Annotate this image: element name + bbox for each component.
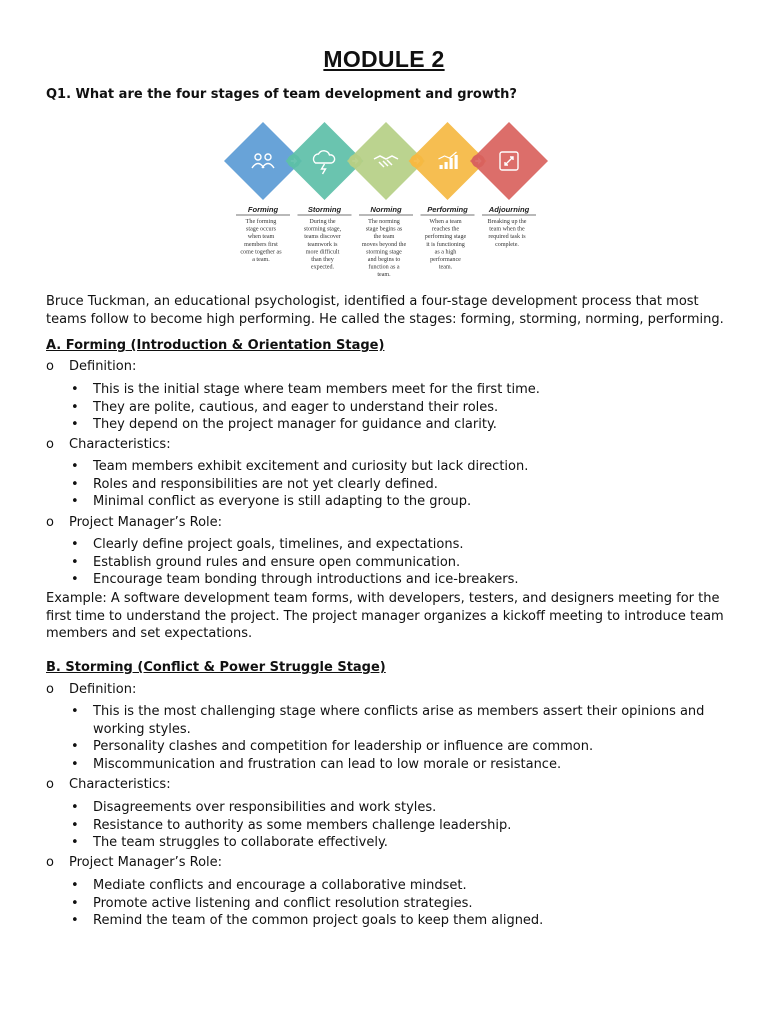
section-b-heading: B. Storming (Conflict & Power Struggle Stage)	[46, 660, 386, 675]
stage-description-line: required task is	[488, 234, 526, 241]
outline-marker: o	[46, 515, 54, 530]
stage-description-line: when team	[247, 234, 275, 241]
outline-marker: o	[46, 855, 54, 870]
list-item: • Resistance to authority as some members challenge leadership.	[71, 817, 512, 833]
outline-marker: o	[46, 777, 54, 792]
stage-description-line: come together as	[240, 249, 282, 256]
stage-description-line: The norming	[368, 219, 400, 225]
page-title: MODULE 2	[323, 46, 445, 72]
question-heading: Q1. What are the four stages of team development and growth?	[46, 87, 517, 102]
team-stages-figure	[222, 112, 552, 280]
stage-description-line: function as a	[368, 264, 400, 271]
section-a-pm-role-list	[69, 536, 709, 589]
stage-description-line: a team.	[252, 257, 270, 263]
intro-paragraph: Bruce Tuckman, an educational psychologist, identified a four-stage development process that most teams follow to become high performing. He called the stages: forming, storming, norming, performing.	[46, 294, 724, 327]
stage-description-line: teams discover	[304, 234, 341, 241]
section-b-definition-list	[69, 703, 709, 773]
list-item: • They depend on the project manager for guidance and clarity.	[71, 417, 497, 433]
stage-description-line: performing stage	[424, 234, 467, 241]
stage-description-line: the team	[373, 234, 395, 241]
list-item: • Disagreements over responsibilities and work styles.	[71, 800, 437, 815]
section-a-example: Example: A software development team forms, with developers, testers, and designers meeting for the first time to understand the project. The project manager organizes a kickoff meeting to introduce team members and set expectations.	[46, 591, 724, 641]
list-item: • Miscommunication and frustration can lead to low morale or resistance.	[71, 756, 562, 772]
stage-description-line: reaches the	[431, 226, 460, 233]
list-item: • Establish ground rules and ensure open communication.	[71, 554, 461, 570]
section-b-characteristics-label: o Characteristics:	[46, 777, 171, 792]
section-a-definition-label: o Definition:	[46, 359, 137, 374]
section-a-definition-list	[69, 381, 709, 434]
stage-name-performing: Performing	[427, 205, 468, 214]
list-item: • The team struggles to collaborate effectively.	[71, 835, 388, 851]
list-item: • Promote active listening and conflict resolution strategies.	[71, 895, 473, 911]
stage-description-line: storming stage	[366, 249, 402, 256]
list-item: • Minimal conflict as everyone is still adapting to the group.	[71, 494, 472, 510]
list-item: • This is the most challenging stage where conflicts arise as members assert their opinions and working styles.	[71, 704, 705, 737]
list-item: • Remind the team of the common project goals to keep them aligned.	[71, 913, 544, 929]
stage-name-storming: Storming	[307, 205, 342, 214]
stage-description-line: team.	[438, 264, 453, 271]
list-item: • Team members exhibit excitement and curiosity but lack direction.	[71, 459, 529, 474]
list-item: • Encourage team bonding through introductions and ice-breakers.	[71, 572, 519, 588]
list-item: • Clearly define project goals, timelines, and expectations.	[71, 537, 464, 552]
section-b-pm-role-list	[69, 877, 709, 930]
stage-description-line: teamwork is	[307, 241, 338, 248]
list-item: • This is the initial stage where team members meet for the first time.	[71, 382, 540, 397]
section-b-pm-role-label: o Project Manager’s Role:	[46, 855, 223, 870]
stage-description-line: team.	[377, 272, 391, 279]
stage-description-line: and begins to	[367, 257, 401, 263]
stage-name-norming: Norming	[370, 205, 402, 214]
stage-description-line: moves beyond the	[361, 241, 407, 248]
stage-description-line: complete.	[495, 241, 519, 248]
stage-description-line: storming stage,	[303, 226, 342, 233]
outline-marker: o	[46, 682, 54, 697]
stage-description-line: Breaking up the	[487, 219, 527, 225]
list-item: • Roles and responsibilities are not yet clearly defined.	[71, 476, 438, 492]
stage-description-line: During the	[309, 219, 336, 225]
stage-description-line: The forming	[245, 219, 277, 225]
stage-description-line: team when the	[489, 226, 525, 233]
section-b-characteristics-list	[69, 799, 709, 852]
stage-diamond-adjourning	[470, 122, 548, 200]
stage-description-line: more difficult	[305, 249, 340, 256]
outline-marker: o	[46, 359, 54, 374]
stage-name-forming: Forming	[247, 205, 279, 214]
section-a-characteristics-list	[69, 458, 709, 511]
stage-description-line: it is functioning	[426, 241, 465, 248]
stage-description-line: as a high	[434, 249, 457, 256]
stage-name-adjourning: Adjourning	[488, 205, 530, 214]
list-item: • Mediate conflicts and encourage a collaborative mindset.	[71, 878, 467, 893]
outline-marker: o	[46, 437, 54, 452]
stage-description-line: When a team	[429, 219, 462, 225]
section-a-characteristics-label: o Characteristics:	[46, 437, 171, 452]
section-a-heading: A. Forming (Introduction & Orientation Stage)	[46, 338, 385, 353]
stage-description-line: stage occurs	[246, 226, 276, 233]
stage-description-line: performance	[430, 257, 461, 263]
section-a-pm-role-label: o Project Manager’s Role:	[46, 515, 223, 530]
list-item: • They are polite, cautious, and eager to understand their roles.	[71, 399, 499, 415]
stage-description-line: stage begins as	[365, 226, 403, 233]
stage-description-line: expected.	[310, 264, 335, 271]
stage-description-line: than they	[311, 257, 334, 263]
stage-description-line: members first	[244, 241, 278, 248]
section-b-definition-label: o Definition:	[46, 682, 137, 697]
list-item: • Personality clashes and competition for leadership or influence are common.	[71, 739, 594, 755]
